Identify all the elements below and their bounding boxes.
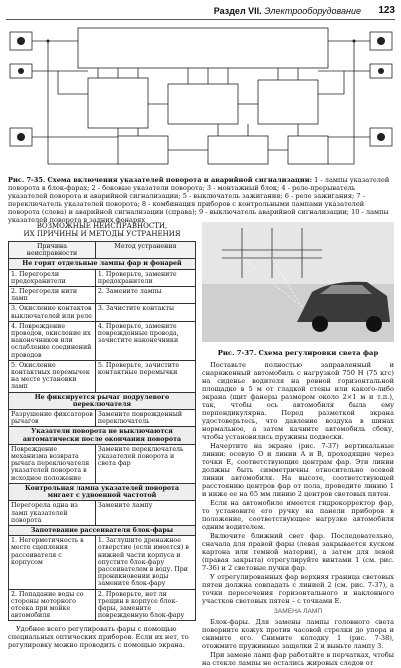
cause-cell: 5. Окисление контактных перемычек на месте установки ламп: [9, 360, 96, 392]
table-section-row: [9, 525, 196, 535]
table-row: [9, 360, 196, 392]
cause-cell: 1. Негерметичность в месте сцепления рассеивателя с корпусом: [9, 536, 96, 589]
cause-cell: 3. Окисление контактов выключателей или реле: [9, 304, 96, 321]
fix-cell: 1. Заглушите дренажное отверстие (если имеется) в нижней части корпуса и опустите блок-фару рассеивателем в воду. При проникновении воды замените блок-фару: [95, 536, 195, 589]
fix-cell: Замените поврежденный переключатель: [95, 410, 195, 427]
fix-cell: 3. Зачистите контакты: [95, 304, 195, 321]
table-section-row: [9, 392, 196, 409]
table-section-heading: Контрольная лампа указателей поворота мигает с удвоенной частотой: [9, 483, 196, 500]
table-row: [9, 444, 196, 483]
fix-cell: 2. Замените лампы: [95, 287, 195, 304]
troubleshooting-title: [8, 222, 196, 238]
table-row: [9, 536, 196, 589]
figure-7-35-title: Рис. 7-35. Схема включения указателей поворота и аварийной сигнализации:: [8, 176, 313, 184]
paragraph-screen-lines: Начертите на экране (рис. 7-37) вертикальные линии: осевую О и линии А и В, проходящие через точки Е, соответствующие центрам фар. Эти линии должны быть симметричны относительно осевой линии автомобиля. На высоте, соответствующей расстоянию центров фар от пола, проведите линию 1 и ниже ее на 65 мм линию 2 центров световых пятен.: [202, 442, 394, 498]
table-row: [9, 501, 196, 526]
table-section-heading: Не горят отдельные лампы фар и фонарей: [9, 259, 196, 269]
figure-7-35-caption: [8, 176, 396, 224]
table-section-row: [9, 483, 196, 500]
lamp-replacement-heading: ЗАМЕНА ЛАМП: [273, 608, 323, 615]
paragraph-setup: Поставьте полностью заправленный и снаряженный автомобиль с нагрузкой 750 Н (75 кгс) на сиденье водителя на ровной горизонтальной площадке в 5 м от гладкой стены или какого-либо экрана (щит фанеры размером около 2×1 м и т.п.), так, чтобы ось автомобиля была ему перпендикулярна. Перед разметкой экрана удостоверьтесь, что давление воздуха в шинах нормальное, а затем качните автомобиль сбоку, чтобы установились пружины подвески.: [202, 361, 394, 441]
troubleshooting-title-line2: ИХ ПРИЧИНЫ И МЕТОДЫ УСТРАНЕНИЯ: [23, 230, 181, 238]
table-section-heading: Не фиксируется рычаг подрулевого переключателя: [9, 392, 196, 409]
section-title: [214, 6, 361, 16]
fix-cell: 5. Проверьте, зачистите контактные перемычки: [95, 360, 195, 392]
right-column: [202, 222, 394, 668]
section-label: Раздел VII.: [213, 6, 262, 16]
table-row: [9, 321, 196, 360]
headlight-adjustment-photo: [202, 222, 394, 342]
header-rule: [6, 19, 395, 20]
figure-7-35-legend: 1 - лампы указателей поворота в блок-фарах; 2 - боковые указатели поворота; 3 - монтажный блок; 4 - реле-прерыватель указателей поворота и аварийной сигнализации; 5 - выключатель зажигания; 6 - реле зажигания; 7 - переключатель указателей поворота; 8 - комбинация приборов с контрольными лампами указателей поворота (слева) и аварийной сигнализации (справа); 9 - выключатель аварийной сигнализации; 10 - лампы указателей поворота в задних фонарях: [8, 176, 390, 224]
table-section-row: [9, 259, 196, 269]
left-column: [8, 222, 196, 649]
table-row: [9, 287, 196, 304]
table-row: [9, 410, 196, 427]
table-row: [9, 304, 196, 321]
fix-cell: 1. Проверьте, замените предохранители: [95, 269, 195, 286]
cause-cell: 2. Перегорели нити ламп: [9, 287, 96, 304]
table-section-heading: Указатели поворота не выключаются автоматически после окончания поворота: [9, 427, 196, 444]
column-header-cause: Причина неисправности: [9, 242, 96, 259]
fix-cell: 4. Проверьте, замените поврежденные провода, зачистите наконечники: [95, 321, 195, 360]
troubleshooting-title-line1: ВОЗМОЖНЫЕ НЕИСПРАВНОСТИ,: [36, 222, 168, 230]
adjustment-intro-paragraph: Удобнее всего регулировать фары с помощью специальных оптических приборов. Если их нет, то регулировку можно проводить с помощью экрана.: [8, 625, 189, 650]
fix-cell: Замените лампу: [95, 501, 195, 526]
cause-cell: 4. Повреждение проводов, окисление их наконечников или ослабление соединений проводов: [9, 321, 96, 360]
paragraph-low-beam: Включите ближний свет фар. Последовательно, сначала для правой фары (левая закрывается куском картона или темной материи), а затем для левой (правая закрыта) отрегулируйте винтами 1 (см. рис. 7-36) и 2 световые пучки фар.: [202, 532, 394, 572]
table-row: [9, 589, 196, 621]
fix-cell: Замените переключатель указателей поворота и света фар: [95, 444, 195, 483]
table-section-heading: Запотевание рассеивателя блок-фары: [9, 525, 196, 535]
table-section-row: [9, 427, 196, 444]
cause-cell: 1. Перегорели предохранители: [9, 269, 96, 286]
paragraph-gloves: При замене ламп фар работайте в перчатках, чтобы на стекле лампы не остались жировых следов от: [202, 651, 394, 667]
cause-cell: Перегорела одна из ламп указателей поворота: [9, 501, 96, 526]
paragraph-corrector: Если на автомобиле имеется гидрокорректор фар, то установите его ручку на панели приборов в положение, соответствующее нагрузке автомобиля одним водителем.: [202, 499, 394, 531]
figure-7-37-caption: Рис. 7-37. Схема регулировки света фар: [217, 349, 379, 357]
subsection-label: Электрооборудование: [264, 6, 361, 16]
column-header-fix: Метод устранения: [95, 242, 195, 259]
troubleshooting-table: [8, 241, 196, 621]
page-header: [0, 0, 401, 22]
paragraph-adjusted: У отрегулированных фар верхняя граница световых пятен должна совпадать с линией 2 (см. рис. 7-37), а точки пересечения горизонтального и наклонного участков световых пятен – с точками Е.: [202, 573, 394, 605]
page-number: 123: [378, 5, 395, 16]
cause-cell: Повреждение механизма возврата рычага переключателя указателей поворота в исходное положение: [9, 444, 96, 483]
fix-cell: 2. Проверьте, нет ли трещин в корпусе блок-фары, замените поврежденную блок-фару: [95, 589, 195, 621]
table-header-row: [9, 242, 196, 259]
wiring-diagram: [8, 24, 394, 174]
cause-cell: 2. Попадание воды со стороны моторного отсека при мойке автомобиля: [9, 589, 96, 621]
paragraph-headlight-lamp: Блок-фары. Для замены лампы головного света поверните кожух против часовой стрелки до упора и снимите его. Снимите колодку 1 (рис. 7-38), отожмите пружинные защелки 2 и выньте лампу 3.: [202, 618, 394, 650]
table-row: [9, 269, 196, 286]
cause-cell: Разрушение фиксаторов рычагов: [9, 410, 96, 427]
